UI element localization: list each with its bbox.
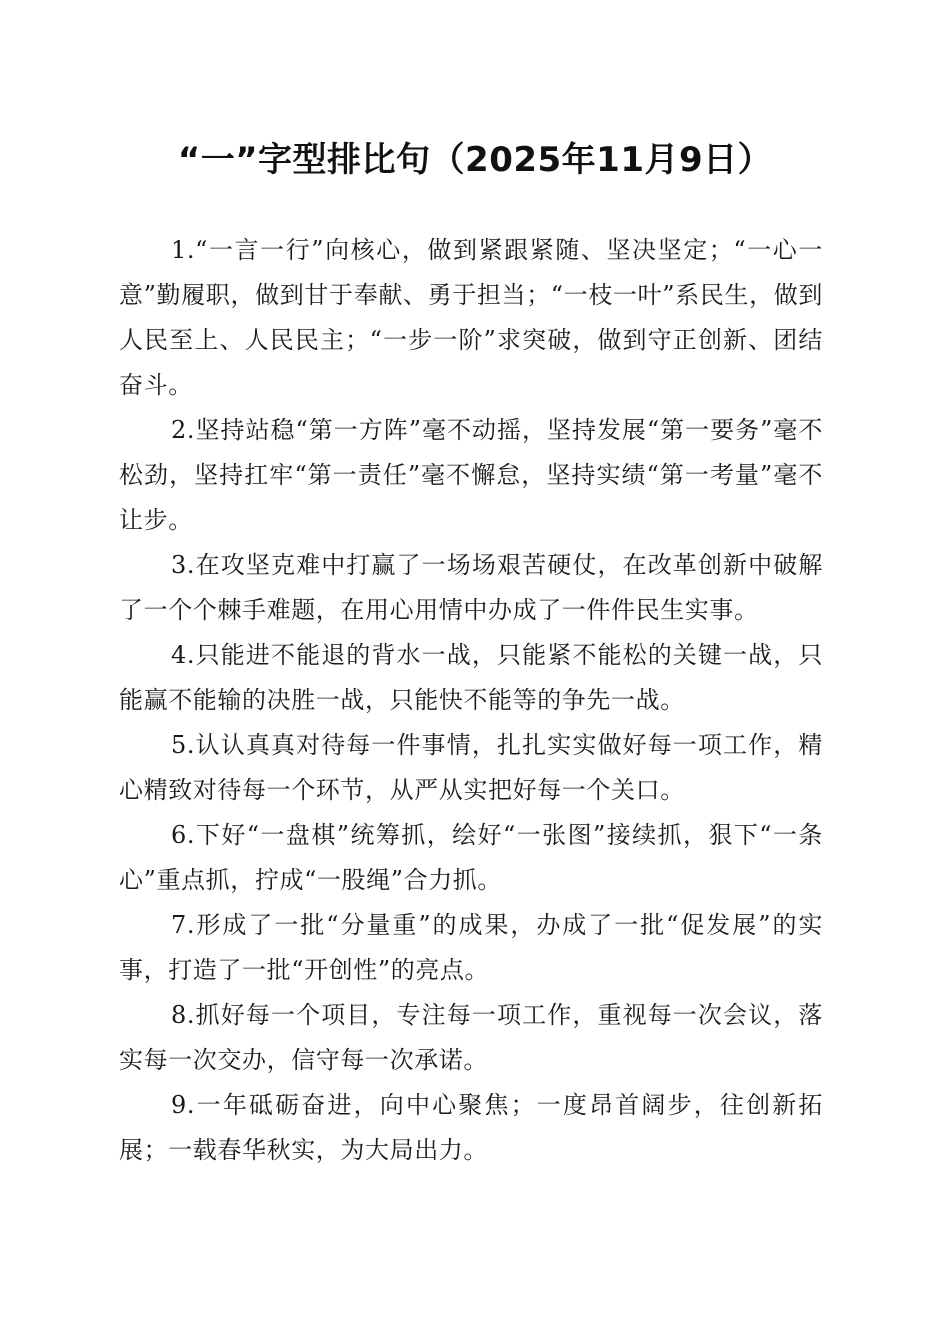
paragraph-2: 2.坚持站稳“第一方阵”毫不动摇，坚持发展“第一要务”毫不松劲，坚持扛牢“第一责任”毫不懈怠，坚持实绩“第一考量”毫不让步。 [119, 416, 823, 534]
document-title: “一”字型排比句（2025年11月9日） [177, 140, 773, 180]
paragraph-7: 7.形成了一批“分量重”的成果，办成了一批“促发展”的实事，打造了一批“开创性”的亮点。 [119, 911, 823, 984]
document-body [119, 228, 823, 1173]
paragraph-8: 8.抓好每一个项目，专注每一项工作，重视每一次会议，落实每一次交办，信守每一次承诺。 [119, 1001, 823, 1074]
paragraph-1: 1.“一言一行”向核心，做到紧跟紧随、坚决坚定；“一心一意”勤履职，做到甘于奉献、勇于担当；“一枝一叶”系民生，做到人民至上、人民民主；“一步一阶”求突破，做到守正创新、团结奋斗。 [119, 236, 823, 399]
paragraph-9: 9.一年砥砺奋进，向中心聚焦；一度昂首阔步，往创新拓展；一载春华秋实，为大局出力。 [119, 1091, 823, 1164]
paragraph-3: 3.在攻坚克难中打赢了一场场艰苦硬仗，在改革创新中破解了一个个棘手难题，在用心用情中办成了一件件民生实事。 [119, 551, 823, 624]
paragraph-4: 4.只能进不能退的背水一战，只能紧不能松的关键一战，只能赢不能输的决胜一战，只能快不能等的争先一战。 [119, 641, 823, 714]
paragraph-6: 6.下好“一盘棋”统筹抓，绘好“一张图”接续抓，狠下“一条心”重点抓，拧成“一股绳”合力抓。 [119, 821, 823, 894]
paragraph-5: 5.认认真真对待每一件事情，扎扎实实做好每一项工作，精心精致对待每一个环节，从严从实把好每一个关口。 [119, 731, 823, 804]
